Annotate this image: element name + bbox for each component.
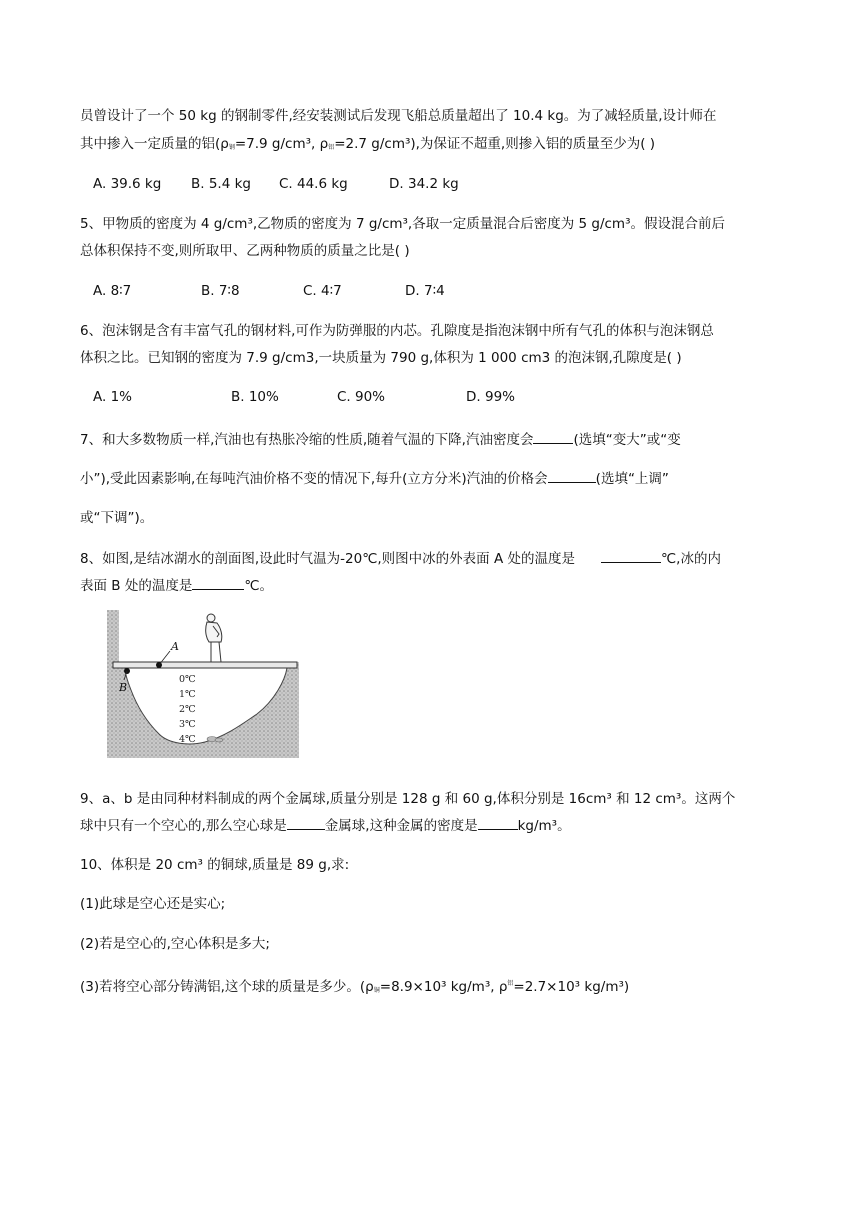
q4-option-b[interactable]: B. 5.4 kg	[191, 176, 251, 192]
q6-option-a[interactable]: A. 1%	[93, 389, 132, 405]
q4-text-part-b: =7.9 g/cm³, ρ	[234, 136, 329, 152]
q4-subscript-steel: 钢	[228, 144, 235, 151]
q4-text-part-a: 其中掺入一定质量的铝(ρ	[80, 136, 229, 152]
q4-option-a[interactable]: A. 39.6 kg	[93, 176, 162, 192]
q10-part-3	[80, 974, 629, 1001]
q8-text-part-d: ℃。	[244, 578, 274, 594]
q10-text-part-b: =8.9×10³ kg/m³, ρ	[379, 979, 508, 995]
q8-text-part-a: 8、如图,是结冰湖水的剖面图,设此时气温为-20℃,则图中冰的外表面 A 处的温度是	[80, 551, 575, 567]
q9-text-part-c: kg/m³。	[517, 818, 571, 834]
q10-text-line1: 10、体积是 20 cm³ 的铜球,质量是 89 g,求:	[80, 857, 350, 873]
q8-text-part-b: ℃,冰的内	[661, 551, 721, 567]
q5-option-b[interactable]: B. 7∶8	[201, 283, 240, 299]
q10-text-part-c: =2.7×10³ kg/m³)	[513, 979, 630, 995]
q10-part-2: (2)若是空心的,空心体积是多大;	[80, 936, 270, 952]
q5-option-a[interactable]: A. 8∶7	[93, 283, 132, 299]
q7-text-part-a: 7、和大多数物质一样,汽油也有热胀冷缩的性质,随着气温的下降,汽油密度会	[80, 432, 534, 448]
label-a: A	[171, 640, 179, 653]
q4-option-d[interactable]: D. 34.2 kg	[389, 176, 459, 192]
q4-text-line1: 员曾设计了一个 50 kg 的钢制零件,经安装测试后发现飞船总质量超出了 10.4 kg。为了减轻质量,设计师在	[80, 108, 717, 124]
q5-text-line2: 总体积保持不变,则所取甲、乙两种物质的质量之比是( )	[80, 243, 410, 259]
q8-blank-2[interactable]	[192, 575, 244, 590]
temp-label-4: 4℃	[179, 734, 196, 745]
q7-text-line3: 或“下调”)。	[80, 510, 154, 526]
frozen-lake-diagram	[107, 610, 299, 758]
q7-text-part-d: (选填“上调”	[595, 471, 669, 487]
q4-text-line2	[80, 134, 655, 158]
q5-option-d[interactable]: D. 7∶4	[405, 283, 445, 299]
q4-text-part-c: =2.7 g/cm³),为保证不超重,则掺入铝的质量至少为( )	[334, 136, 656, 152]
q8-text-part-c: 表面 B 处的温度是	[80, 578, 193, 594]
q6-option-b[interactable]: B. 10%	[231, 389, 279, 405]
q7-text-line1	[80, 429, 681, 450]
q5-option-c[interactable]: C. 4∶7	[303, 283, 342, 299]
label-b: B	[119, 681, 128, 694]
q7-text-part-c: 小”),受此因素影响,在每吨汽油价格不变的情况下,每升(立方分米)汽油的价格会	[80, 471, 548, 487]
q8-blank-1[interactable]	[601, 548, 661, 563]
temp-label-3: 3℃	[179, 719, 196, 730]
q6-option-d[interactable]: D. 99%	[466, 389, 515, 405]
q10-text-part-a: (3)若将空心部分铸满铝,这个球的质量是多少。(ρ	[80, 979, 374, 995]
temp-label-0: 0℃	[179, 674, 196, 685]
q7-text-part-b: (选填“变大”或“变	[573, 432, 681, 448]
q7-blank-1[interactable]	[533, 429, 573, 444]
q9-blank-2[interactable]	[478, 815, 518, 830]
q8-text-line1	[80, 548, 721, 569]
q4-option-c[interactable]: C. 44.6 kg	[279, 176, 348, 192]
q9-text-part-b: 金属球,这种金属的密度是	[324, 818, 478, 834]
sky-region	[107, 610, 299, 662]
q10-superscript-aluminum: 铝	[507, 980, 514, 987]
fish-right	[215, 738, 223, 742]
q6-text-line1: 6、泡沫钢是含有丰富气孔的钢材料,可作为防弹服的内芯。孔隙度是指泡沫钢中所有气孔的体积与泡沫钢总	[80, 323, 714, 339]
q10-subscript-copper: 铜	[373, 987, 380, 994]
q6-option-c[interactable]: C. 90%	[337, 389, 386, 405]
temp-label-2: 2℃	[179, 704, 196, 715]
ice-layer	[113, 662, 297, 668]
temp-label-1: 1℃	[179, 689, 196, 700]
q5-text-line1: 5、甲物质的密度为 4 g/cm³,乙物质的密度为 7 g/cm³,各取一定质量混合后密度为 5 g/cm³。假设混合前后	[80, 216, 725, 232]
q10-part-1: (1)此球是空心还是实心;	[80, 896, 226, 912]
q9-blank-1[interactable]	[287, 815, 325, 830]
q6-text-line2: 体积之比。已知钢的密度为 7.9 g/cm3,一块质量为 790 g,体积为 1 000 cm3 的泡沫钢,孔隙度是( )	[80, 350, 682, 366]
q7-text-line2	[80, 468, 669, 489]
q9-text-line2	[80, 815, 571, 836]
q9-text-line1: 9、a、b 是由同种材料制成的两个金属球,质量分别是 128 g 和 60 g,体积分别是 16cm³ 和 12 cm³。这两个	[80, 791, 736, 807]
q8-text-line2	[80, 575, 273, 596]
q7-blank-2[interactable]	[548, 468, 596, 483]
frozen-lake-figure	[107, 610, 299, 758]
q4-subscript-aluminum: 铝	[328, 144, 335, 151]
q9-text-part-a: 球中只有一个空心的,那么空心球是	[80, 818, 287, 834]
